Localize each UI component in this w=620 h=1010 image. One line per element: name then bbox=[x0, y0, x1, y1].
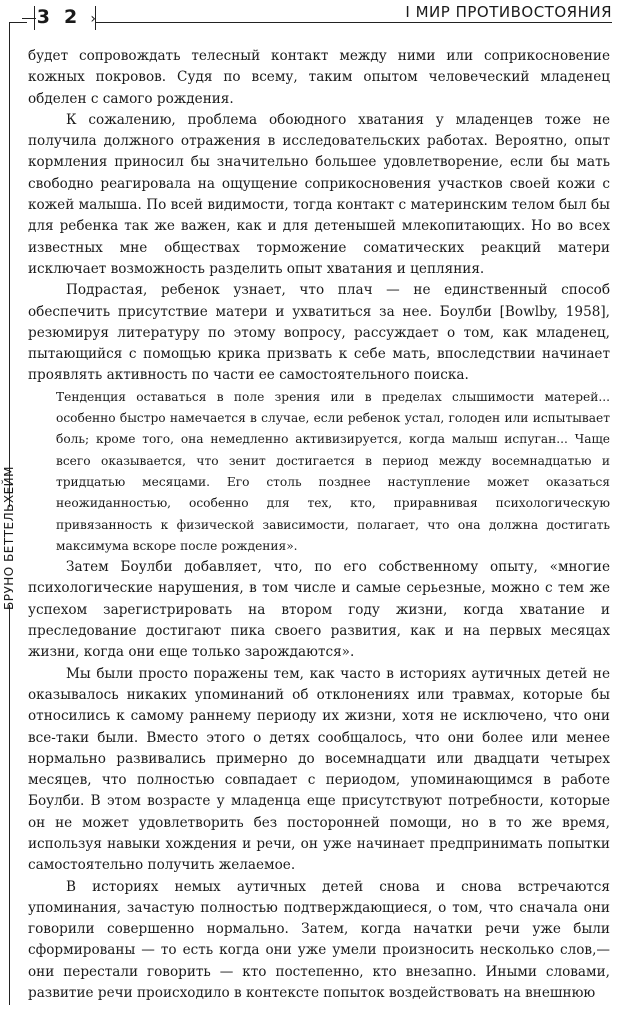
margin-rule bbox=[9, 605, 10, 1005]
block-quote: Тенденция оставаться в поле зрения или в пределах слышимости матерей... особенно быстро намечается в случае, если ребенок устал, голоден или испытывает боль; кроме того, она немедленно активизируется, когда малыш испуган... Чаще всего оказывается, что зенит достигается в период между восемнадцатью и тридцатью месяцами. Его столь позднее наступление может оказаться неожиданностью, особенно для тех, кто, приравнивая психологическую привязанность к физической зависимости, полагает, что она должна достигать максимума вскоре после рождения». bbox=[56, 389, 610, 553]
paragraph: Подрастая, ребенок узнает, что плач — не единственный способ обеспечить присутствие матери и ухватиться за нее. Боулби [Bowlby, 1958], резюмируя литературу по этому вопросу, рассуждает о том, как младенец, пытающийся с помощью крика призвать к себе мать, впоследствии начинает проявлять активность по части ее самостоятельного поиска. bbox=[28, 282, 610, 384]
author-name: БРУНО БЕТТЕЛЬХЕЙМ bbox=[2, 465, 16, 610]
page-number bbox=[22, 4, 96, 30]
margin-rule-hook bbox=[9, 22, 27, 23]
page-number-digit: 3 bbox=[36, 6, 50, 28]
running-head: I МИР ПРОТИВОСТОЯНИЯ bbox=[405, 3, 612, 21]
paragraph: К сожалению, проблема обоюдного хватания у младенцев тоже не получила должного отражения в исследовательских работах. Вероятно, опыт кормления приносил бы значительно большее удовлетворение, если бы мать свободно реагировала на ощущение соприкосновения участков своей кожи с кожей малыша. По всей видимости, тогда контакт с материнским телом был бы для ребенка так же важен, как и для детенышей млекопитающих. Но во всех известных мне обществах торможение соматических реакций матери исключает возможность разделить опыт хватания и цепляния. bbox=[28, 111, 610, 277]
page-number-digit: 2 bbox=[64, 6, 78, 28]
page-number-frame bbox=[34, 6, 96, 30]
header-rule bbox=[96, 22, 612, 23]
paragraph: Мы были просто поражены тем, как часто в историях аутичных детей не оказывалось никаких упоминаний об отклонениях или травмах, которые бы относились к самому раннему периоду их жизни, хотя не исключено, что они все-таки были. Вместо этого о детях сообщалось, что они более или менее нормально развивались примерно до восемнадцати или двадцати четырех месяцев, что полностью совпадает с периодом, упоминающимся в работе Боулби. В этом возрасте у младенца еще присутствуют потребности, которые он не может удовлетворить без посторонней помощи, но в то же время, используя навыки хождения и речи, он уже начинает предпринимать попытки самостоятельно получить желаемое. bbox=[28, 665, 610, 874]
paragraph: будет сопровождать телесный контакт между ними или соприкосновение кожных покровов. Судя по всему, таким опытом человеческий младенец обделен с самого рождения. bbox=[28, 48, 610, 107]
arrow-right-icon: › bbox=[90, 11, 96, 27]
paragraph: Затем Боулби добавляет, что, по его собственному опыту, «многие психологические нарушения, в том числе и самые серьезные, можно с тем же успехом зарегистрировать на втором году жизни, когда хватание и преследование достигают пика своего развития, как и на первых месяцах жизни, когда они еще только зарождаются». bbox=[28, 559, 610, 661]
paragraph: В историях немых аутичных детей снова и снова встречаются упоминания, зачастую полностью подтверждающиеся, о том, что сначала они говорили совершенно нормально. Затем, когда начатки речи уже были сформированы — то есть когда они уже умели произносить несколько слов,— они перестали говорить — кто постепенно, кто внезапно. Иными словами, развитие речи происходило в контексте попыток воздействовать на внешнюю bbox=[28, 878, 610, 1002]
page-header bbox=[0, 0, 620, 40]
margin-rule bbox=[9, 22, 10, 507]
page-body bbox=[28, 46, 610, 1008]
